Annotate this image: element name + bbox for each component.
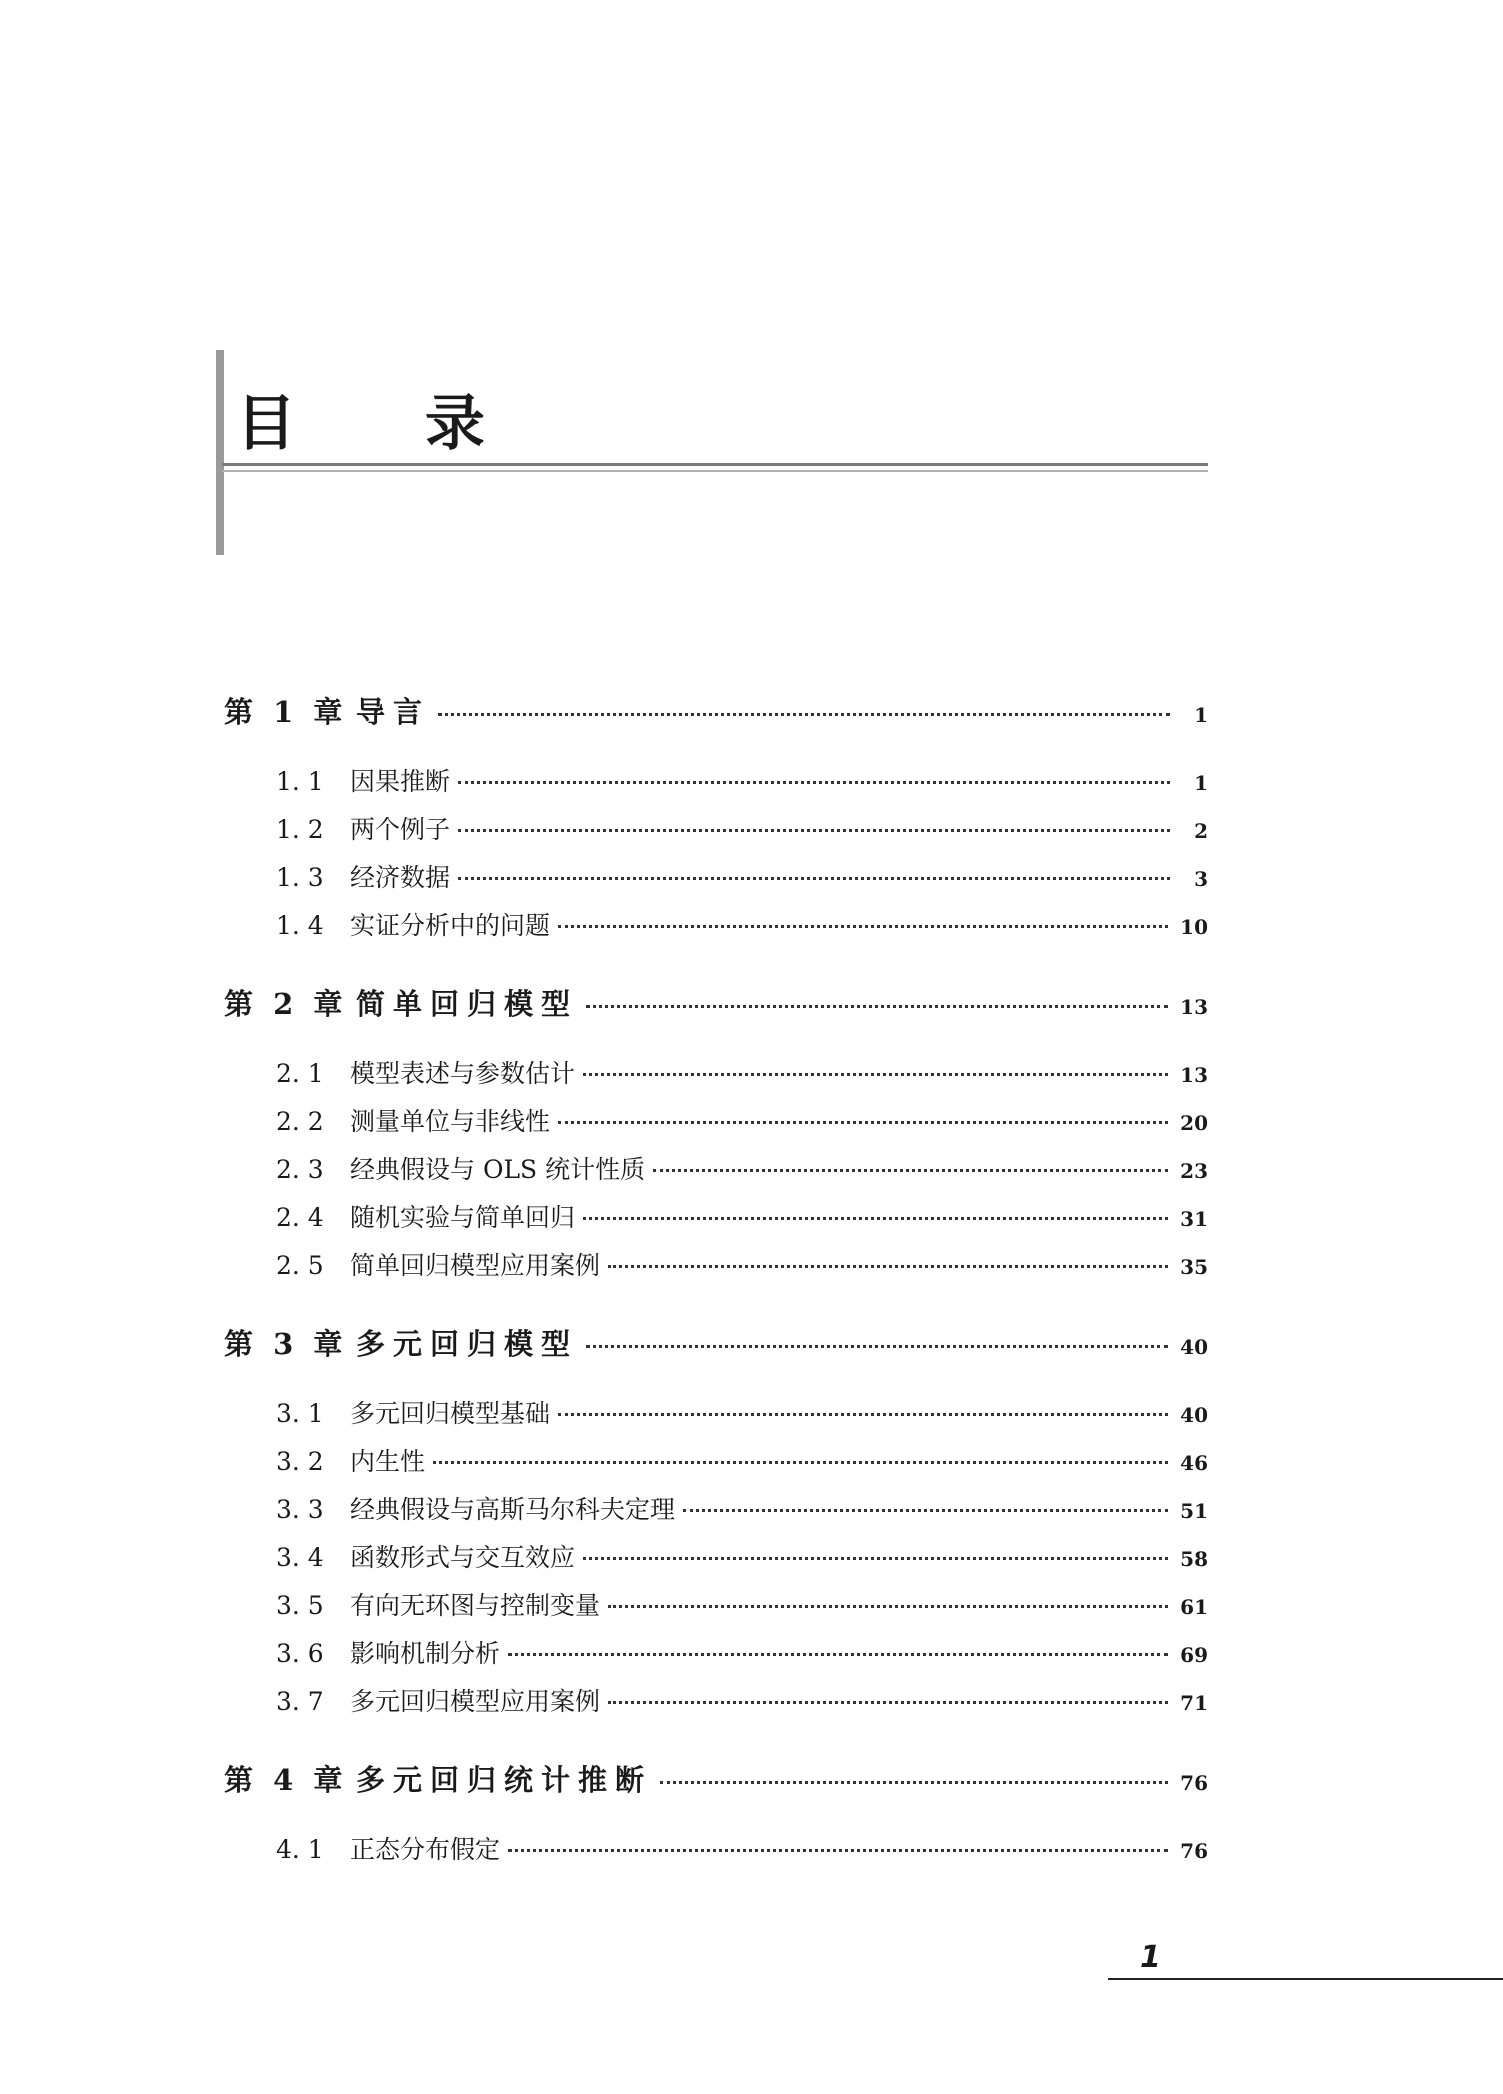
toc-section-row[interactable] [224,1682,1208,1718]
toc-entry-title: 有向无环图与控制变量 [350,1591,601,1620]
toc-entry-title: 影响机制分析 [350,1639,501,1668]
toc-leader-dots [586,1005,1168,1008]
toc-entry-number: 3. 2 [276,1447,324,1476]
page-number: 1 [1140,1940,1161,1975]
toc-entry-page: 3 [1194,867,1208,891]
toc-entry-title: 多元回归模型 [356,1327,579,1361]
toc-chapter-row[interactable] [224,1758,1208,1799]
toc-entry-title: 函数形式与交互效应 [350,1543,576,1572]
footer-rule [1108,1978,1503,1980]
toc-entry-number: 第 4 章 [224,1763,348,1797]
toc-entry-number: 1. 2 [276,815,324,844]
toc-entry-page: 31 [1180,1207,1208,1231]
toc-leader-dots [683,1509,1168,1512]
toc-entry-page: 69 [1180,1643,1208,1667]
toc-leader-dots [508,1849,1168,1852]
toc-entry-number: 1. 1 [276,767,324,796]
toc-section-row[interactable] [224,1538,1208,1574]
toc-leader-dots [608,1265,1168,1268]
toc-leader-dots [508,1653,1168,1656]
toc-leader-dots [608,1605,1168,1608]
toc-entry-number: 2. 3 [276,1155,324,1184]
toc-leader-dots [558,925,1168,928]
toc-entry-page: 61 [1180,1595,1208,1619]
toc-entry-page: 76 [1180,1839,1208,1863]
toc-entry-number: 3. 6 [276,1639,324,1668]
toc-entry-number: 2. 5 [276,1251,324,1280]
toc-entry-number: 1. 3 [276,863,324,892]
toc-leader-dots [438,713,1170,716]
title-accent-bar [216,350,224,555]
toc-leader-dots [660,1781,1168,1784]
toc-entry-number: 3. 5 [276,1591,324,1620]
toc-entry-title: 两个例子 [350,815,451,844]
toc-leader-dots [458,781,1170,784]
toc-entry-title: 经典假设与高斯马尔科夫定理 [350,1495,676,1524]
toc-chapter-row[interactable] [224,1322,1208,1363]
toc-leader-dots [558,1121,1168,1124]
toc-entry-number: 2. 1 [276,1059,324,1088]
toc-section-row[interactable] [224,1490,1208,1526]
toc-leader-dots [433,1461,1168,1464]
toc-chapter-row[interactable] [224,690,1208,731]
toc-entry-page: 1 [1194,703,1208,727]
toc-entry-title: 正态分布假定 [350,1835,501,1864]
toc-entry-number: 3. 3 [276,1495,324,1524]
toc-entry-page: 51 [1180,1499,1208,1523]
toc-chapter-row[interactable] [224,982,1208,1023]
toc-entry-page: 58 [1180,1547,1208,1571]
title-rule [222,463,1208,466]
toc-entry-page: 46 [1180,1451,1208,1475]
toc-entry-page: 13 [1180,1063,1208,1087]
toc-section-row[interactable] [224,1394,1208,1430]
toc-leader-dots [583,1217,1168,1220]
toc-section-row[interactable] [224,1150,1208,1186]
toc-leader-dots [458,829,1170,832]
toc-entry-page: 20 [1180,1111,1208,1135]
toc-entry-page: 10 [1180,915,1208,939]
toc-entry-title: 模型表述与参数估计 [350,1059,576,1088]
toc-entry-page: 40 [1180,1403,1208,1427]
toc-entry-title: 多元回归统计推断 [356,1763,653,1797]
toc-entry-number: 2. 2 [276,1107,324,1136]
toc-entry-title: 导言 [356,695,431,729]
toc-leader-dots [558,1413,1168,1416]
toc-entry-page: 13 [1180,995,1208,1019]
page-title: 目 录 [236,389,539,459]
toc-entry-number: 3. 4 [276,1543,324,1572]
toc-section-row[interactable] [224,1246,1208,1282]
toc-entry-title: 内生性 [350,1447,426,1476]
toc-entry-title: 随机实验与简单回归 [350,1203,576,1232]
toc-entry-number: 第 1 章 [224,695,348,729]
toc-entry-title: 简单回归模型应用案例 [350,1251,601,1280]
toc-entry-page: 23 [1180,1159,1208,1183]
toc-leader-dots [458,877,1170,880]
toc-section-row[interactable] [224,906,1208,942]
toc-entry-title: 因果推断 [350,767,451,796]
toc-entry-page: 71 [1180,1691,1208,1715]
toc-leader-dots [608,1701,1168,1704]
toc-entry-page: 1 [1194,771,1208,795]
toc-entry-title: 多元回归模型应用案例 [350,1687,601,1716]
toc-entry-title: 经典假设与 OLS 统计性质 [350,1155,646,1184]
toc-entry-number: 第 2 章 [224,987,348,1021]
toc-entry-number: 1. 4 [276,911,324,940]
toc-section-row[interactable] [224,810,1208,846]
toc-entry-page: 40 [1180,1335,1208,1359]
toc-entry-number: 第 3 章 [224,1327,348,1361]
toc-entry-number: 3. 7 [276,1687,324,1716]
toc-section-row[interactable] [224,1442,1208,1478]
toc-entry-title: 多元回归模型基础 [350,1399,551,1428]
title-rule-secondary [222,470,1208,472]
toc-section-row[interactable] [224,1586,1208,1622]
toc-entry-title: 简单回归模型 [356,987,579,1021]
toc-entry-page: 2 [1194,819,1208,843]
toc-entry-title: 测量单位与非线性 [350,1107,551,1136]
toc-entry-page: 35 [1180,1255,1208,1279]
toc-section-row[interactable] [224,858,1208,894]
toc-entry-number: 2. 4 [276,1203,324,1232]
toc-section-row[interactable] [224,1054,1208,1090]
toc-section-row[interactable] [224,1830,1208,1866]
toc-section-row[interactable] [224,1102,1208,1138]
toc-leader-dots [586,1345,1168,1348]
toc-leader-dots [583,1557,1168,1560]
toc-leader-dots [583,1073,1168,1076]
toc-section-row[interactable] [224,1198,1208,1234]
toc-entry-number: 3. 1 [276,1399,324,1428]
toc-section-row[interactable] [224,1634,1208,1670]
toc-section-row[interactable] [224,762,1208,798]
toc-entry-title: 实证分析中的问题 [350,911,551,940]
toc-entry-number: 4. 1 [276,1835,324,1864]
toc-entry-page: 76 [1180,1771,1208,1795]
toc-entry-title: 经济数据 [350,863,451,892]
toc-leader-dots [653,1169,1168,1172]
